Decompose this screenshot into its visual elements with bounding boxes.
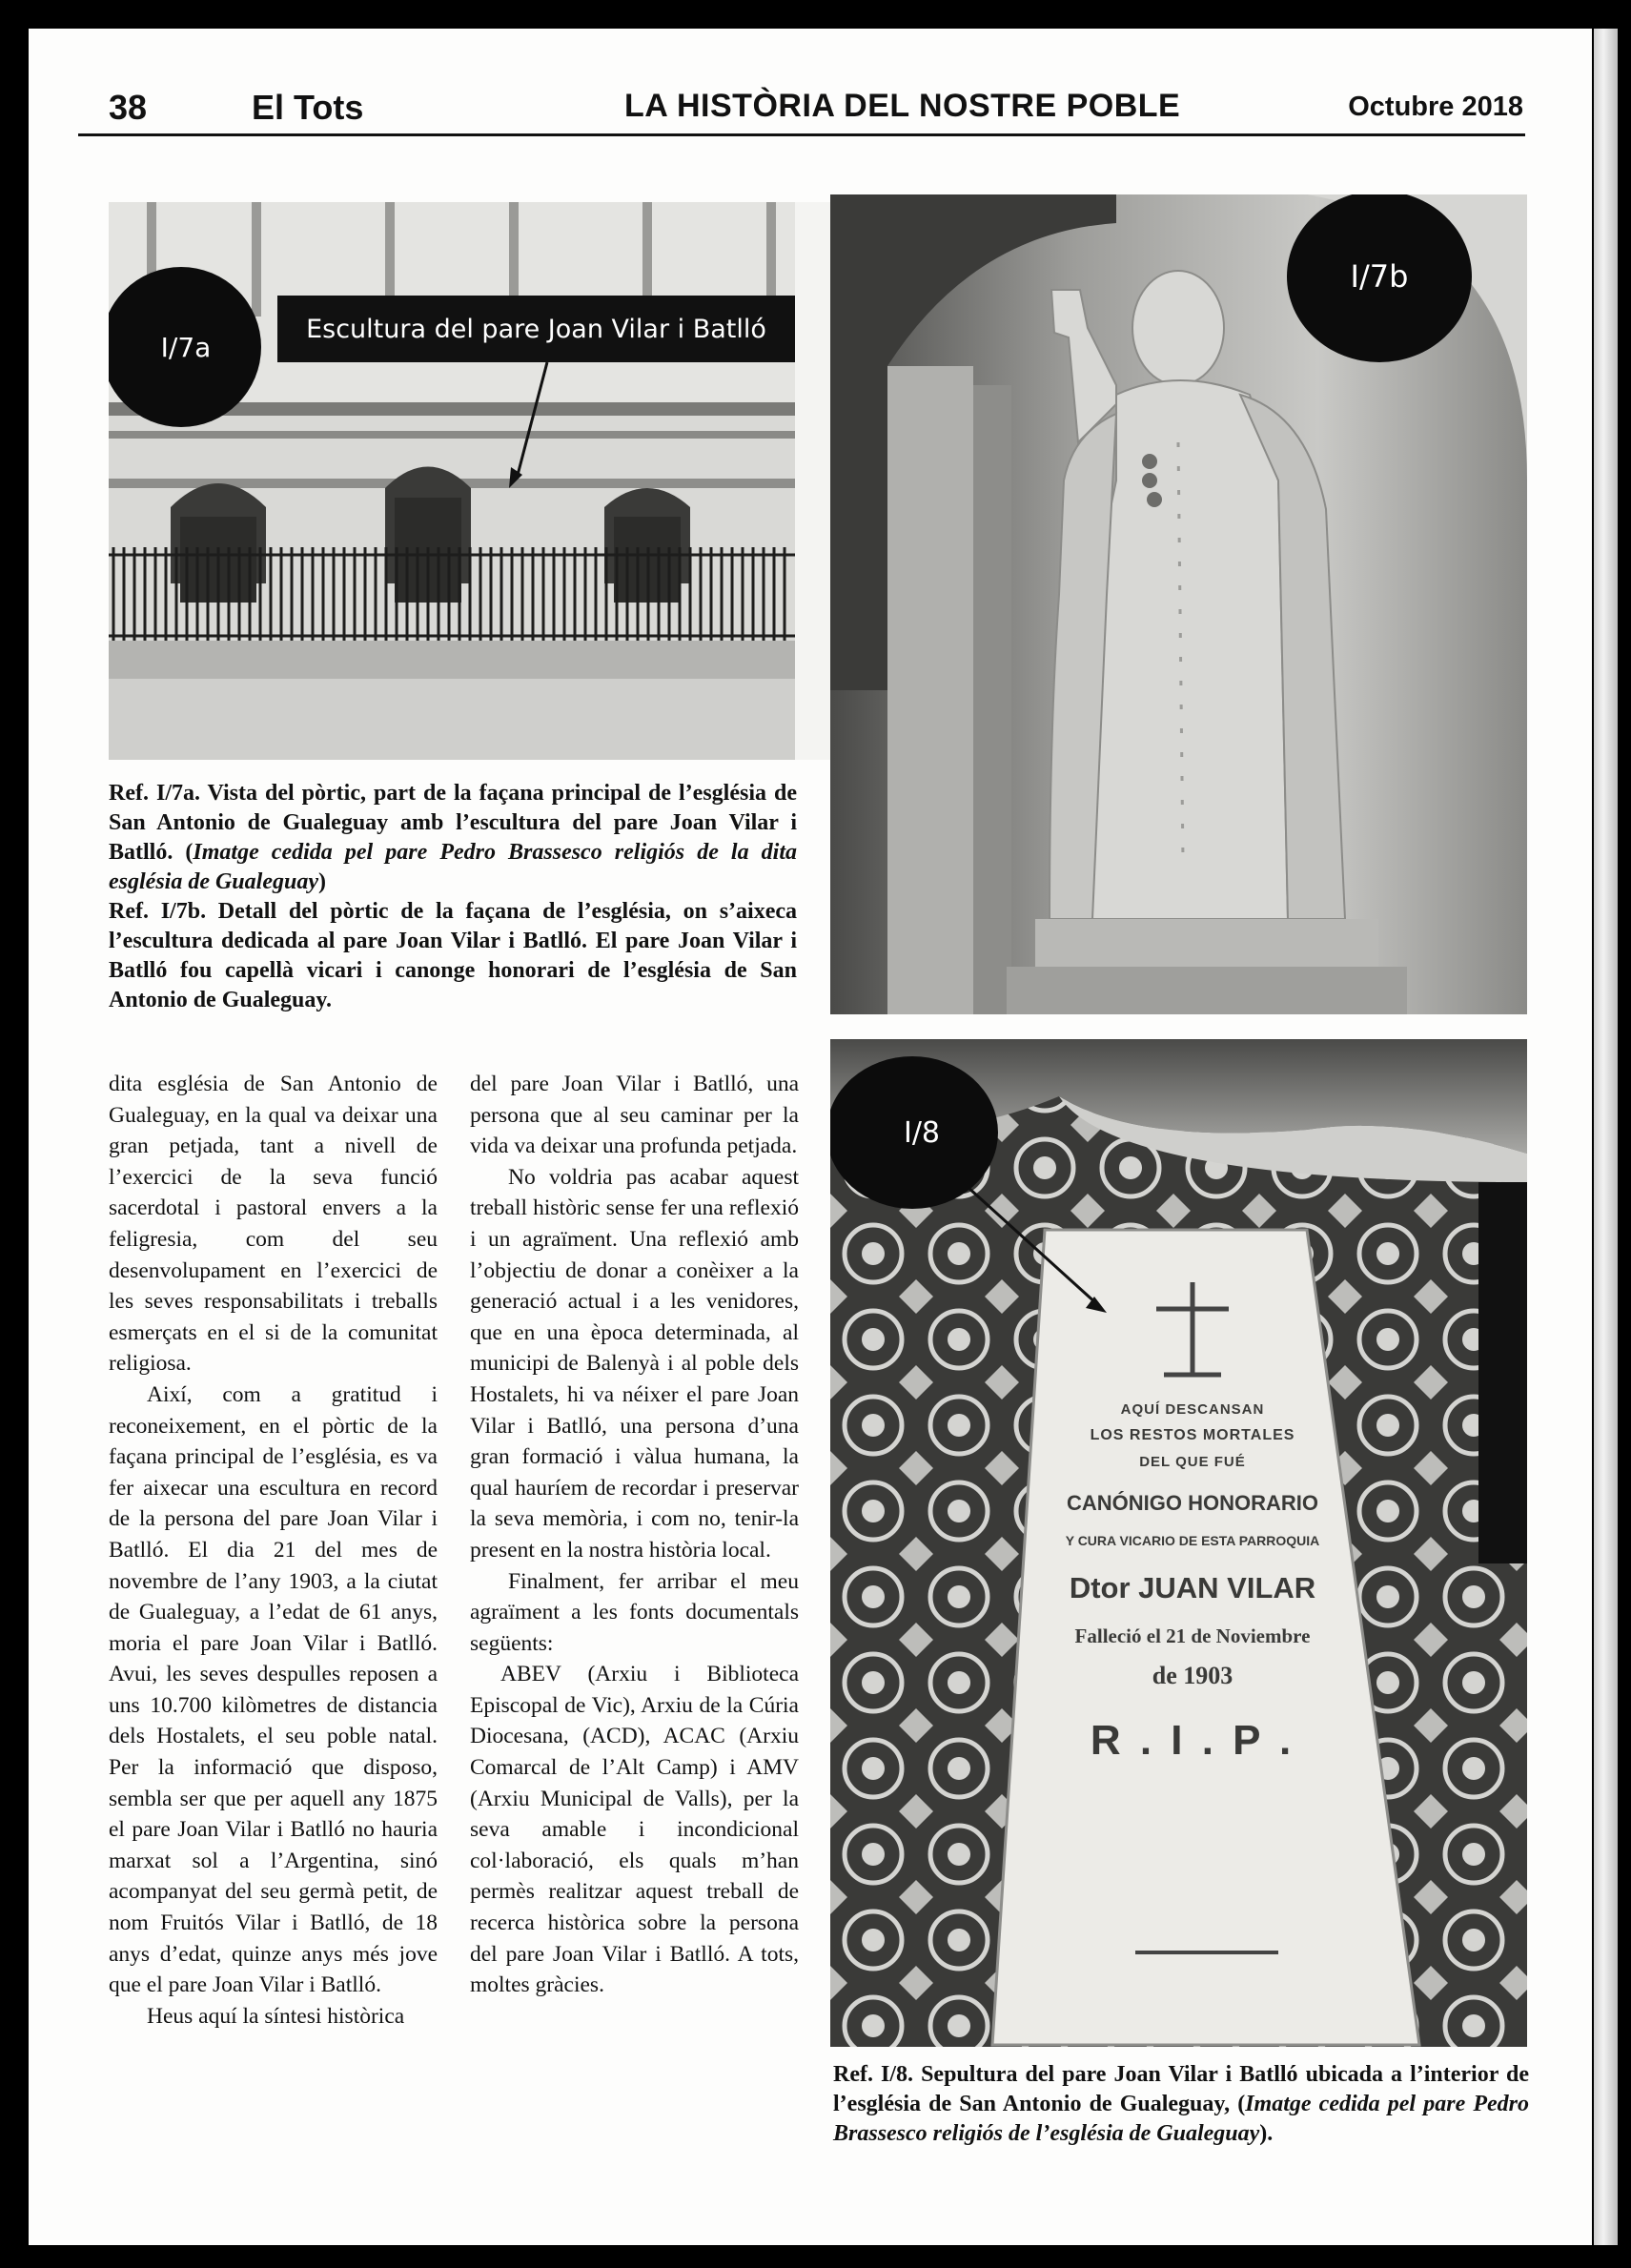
caption-i7a-text: Ref. I/7a. Vista del pòrtic, part de la façana principal de l’església de San Antonio de Gualeguay amb l’escultura del pare Joan Vilar i Batlló. ( [109, 781, 797, 865]
plaque-line-3: DEL QUE FUÉ [1139, 1454, 1246, 1470]
page-spine [1594, 29, 1618, 2245]
sculpture-label [277, 296, 795, 362]
col1-paragraph-3: Heus aquí la síntesi històrica [147, 2003, 405, 2029]
badge-i7b-text: I/7b [1350, 258, 1409, 295]
caption-i8-close: ). [1259, 2121, 1274, 2146]
col1-paragraph-1: dita església de San Antonio de Gualeguay, en la qual va deixar una gran petjada, tant a nivell de l’exercici de la seva funció sacerdotal i pastoral envers a la feligresia, com del seu desenvolupament en l’exercici de les seves responsabilitats i treballs esmerçats en el si de la comunitat religiosa. [109, 1072, 438, 1377]
plaque-line-8: de 1903 [1152, 1662, 1233, 1689]
badge-i8 [830, 1056, 998, 1209]
caption-ref-i8 [833, 2060, 1529, 2149]
caption-i8-credit: Imatge cedida pel pare Pedro Brassesco religiós de l’església de Gualeguay [833, 2092, 1530, 2146]
photo-church-facade [109, 202, 830, 760]
col2-paragraph-3: Finalment, fer arribar el meu agraïment a les fonts documentals següents: [470, 1568, 799, 1656]
badge-i7b [1287, 194, 1472, 362]
badge-i8-text: I/8 [903, 1115, 941, 1150]
plaque-line-1: AQUÍ DESCANSAN [1120, 1401, 1265, 1418]
section-title: LA HISTÒRIA DEL NOSTRE POBLE [624, 88, 1181, 124]
photo-statue [830, 194, 1527, 1014]
magazine-title: El Tots [252, 88, 364, 127]
col2-paragraph-4: ABEV (Arxiu i Biblioteca Episcopal de Vic), Arxiu de la Cúria Diocesana, (ACD), ACAC (Arxiu Comarcal de l’Alt Camp) i AMV (Arxiu Municipal de Valls), per la seva amable i incondicional col·laboració, els quals m’han permès realitzar aquest treball de recerca històrica sobre la persona del pare Joan Vilar i Batlló. A tots, moltes gràcies. [470, 1662, 799, 1998]
sculpture-label-text: Escultura del pare Joan Vilar i Batlló [306, 314, 766, 344]
caption-i7a-credit: Imatge cedida pel pare Pedro Brassesco religiós de la dita església de Gualeguay [109, 840, 797, 894]
caption-ref-i7 [109, 779, 797, 1015]
plaque-line-4: CANÓNIGO HONORARIO [1067, 1491, 1318, 1515]
caption-i8-text: Ref. I/8. Sepultura del pare Joan Vilar i Batlló ubicada a l’interior de l’església de San Antonio de Gualeguay, ( [833, 2062, 1529, 2116]
issue-date: Octubre 2018 [1348, 92, 1523, 122]
plaque-line-7: Falleció el 21 de Noviembre [1074, 1624, 1311, 1647]
col2-paragraph-1: del pare Joan Vilar i Batlló, una persona que al seu caminar per la vida va deixar una profunda petjada. [470, 1072, 799, 1159]
plaque-line-6: Dtor JUAN VILAR [1069, 1571, 1316, 1604]
col1-paragraph-2: Així, com a gratitud i reconeixement, en el pòrtic de la façana principal de l’església, es va fer aixecar una escultura en record de la persona del pare Joan Vilar i Batlló. El dia 21 del mes de novembre de l’any 1903, a la ciutat de Gualeguay, a l’edat de 61 anys, moria el pare Joan Vilar i Batlló. Avui, les seves despulles reposen a uns 10.700 kilòmetres de distancia dels Hostalets, el seu poble natal. Per la informació que disposo, sembla ser que per aquell any 1875 el pare Joan Vilar i Batlló no hauria marxat sol a l’Argentina, sinó acompanyat del seu germà petit, de nom Fruitós Vilar i Batlló, de 18 anys d’edat, quinze anys més jove que el pare Joan Vilar i Batlló. [109, 1381, 438, 1998]
article-column-1 [109, 1069, 438, 2032]
page-number: 38 [109, 88, 148, 127]
plaque-line-9: R . I . P . [1090, 1717, 1295, 1764]
col2-paragraph-2: No voldria pas acabar aquest treball històric sense fer una reflexió i un agraïment. Una reflexió amb l’objectiu de donar a conèixer a la generació actual i a les venidores, que en una època determinada, al municipi de Balenyà i al poble dels Hostalets, hi va néixer el pare Joan Vilar i Batlló, una persona d’una gran formació i vàlua humana, la qual hauríem de recordar i preservar la seva memòria, i com no, tenir-la present en la nostra història local. [470, 1164, 799, 1563]
badge-i7a-text: I/7a [160, 331, 212, 363]
caption-i7b-text: Ref. I/7b. Detall del pòrtic de la façana de l’església, on s’aixeca l’escultura dedicada al pare Joan Vilar i Batlló. El pare Joan Vilar i Batlló fou capellà vicari i canonge honorari de l’església de San Antonio de Gualeguay. [109, 899, 797, 1012]
page-header [78, 88, 1525, 136]
tomb-plaque-text [1050, 1401, 1335, 1765]
caption-i7a-close: ) [317, 869, 326, 894]
photo-tomb [830, 1039, 1527, 2047]
article-column-2 [470, 1069, 799, 2001]
plaque-line-5: Y CURA VICARIO DE ESTA PARROQUIA [1065, 1533, 1320, 1548]
plaque-line-2: LOS RESTOS MORTALES [1090, 1427, 1295, 1443]
